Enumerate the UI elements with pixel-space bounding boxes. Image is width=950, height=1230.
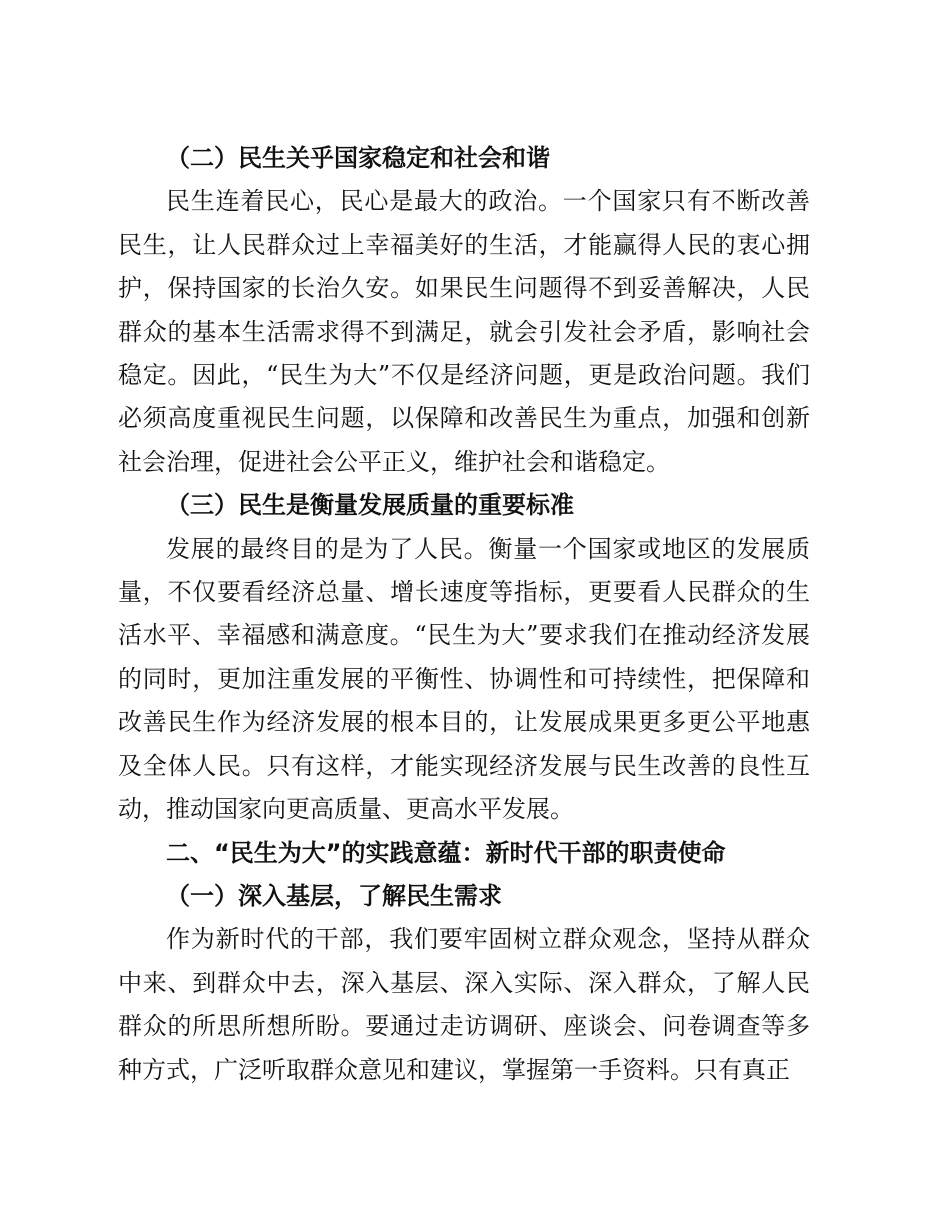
section-heading-1: （一）深入基层，了解民生需求 bbox=[166, 881, 502, 910]
part-heading-2: 二、“民生为大”的实践意蕴：新时代干部的职责使命 bbox=[166, 838, 726, 867]
document-body bbox=[118, 137, 810, 1092]
paragraph-2-3: 发展的最终目的是为了人民。衡量一个国家或地区的发展质量，不仅要看经济总量、增长速度等指标，更要看人民群众的生活水平、幸福感和满意度。“民生为大”要求我们在推动经济发展的同时，更加注重发展的平衡性、协调性和可持续性，把保障和改善民生作为经济发展的根本目的，让发展成果更多更公平地惠及全体人民。只有这样，才能实现经济发展与民生改善的良性互动，推动国家向更高质量、更高水平发展。 bbox=[118, 534, 810, 824]
paragraph-2-2: 民生连着民心，民心是最大的政治。一个国家只有不断改善民生，让人民群众过上幸福美好的生活，才能赢得人民的衷心拥护，保持国家的长治久安。如果民生问题得不到妥善解决，人民群众的基本生活需求得不到满足，就会引发社会矛盾，影响社会稳定。因此，“民生为大”不仅是经济问题，更是政治问题。我们必须高度重视民生问题，以保障和改善民生为重点，加强和创新社会治理，促进社会公平正义，维护社会和谐稳定。 bbox=[118, 187, 810, 476]
section-heading-2-3: （三）民生是衡量发展质量的重要标准 bbox=[166, 491, 574, 520]
paragraph-1: 作为新时代的干部，我们要牢固树立群众观念，坚持从群众中来、到群众中去，深入基层、深入实际、深入群众，了解人民群众的所思所想所盼。要通过走访调研、座谈会、问卷调查等多种方式，广泛听取群众意见和建议，掌握第一手资料。只有真正 bbox=[118, 925, 810, 1084]
section-heading-2-2: （二）民生关乎国家稳定和社会和谐 bbox=[166, 144, 550, 172]
